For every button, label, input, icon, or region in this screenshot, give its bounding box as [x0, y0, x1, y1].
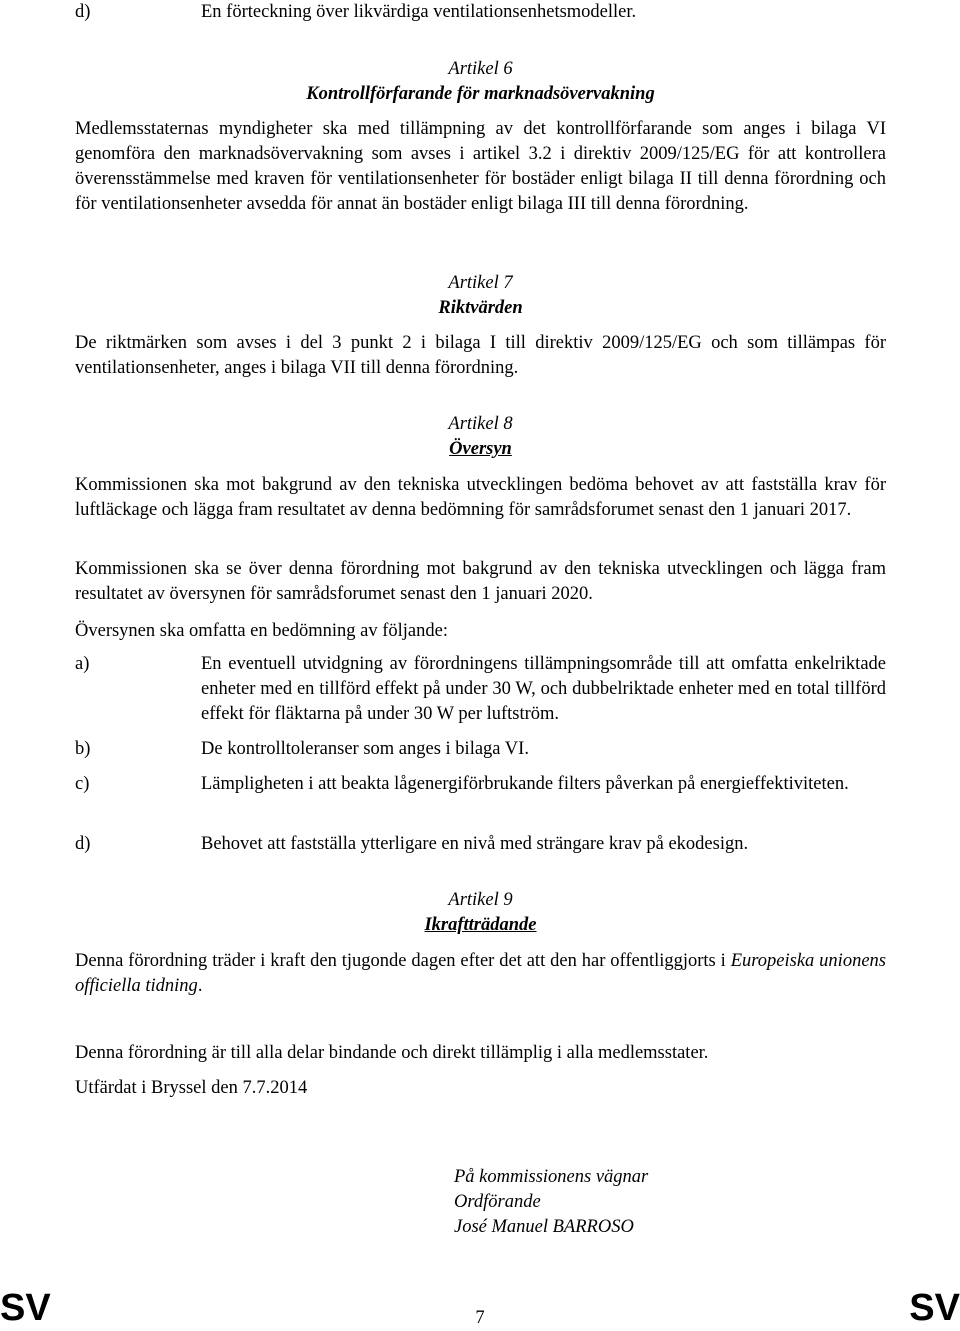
signature-block	[454, 1165, 648, 1240]
list-item-c	[75, 772, 886, 797]
signature-line-1: På kommissionens vägnar	[454, 1167, 649, 1187]
article-8-paragraph-1: Kommissionen ska mot bakgrund av den tekniska utvecklingen bedöma behovet av att fastställa krav för luftläckage och lägga fram resultatet av denna bedömning för samrådsforumet senast den 1 januari 2017.	[75, 475, 886, 520]
article-9-number: Artikel 9	[448, 890, 513, 910]
binding-clause: Denna förordning är till alla delar bindande och direkt tillämplig i alla medlemsstater.	[75, 1043, 709, 1063]
list-item-a	[75, 652, 886, 727]
article-6-heading	[75, 57, 886, 107]
list-item-d-equivalent-models	[75, 0, 886, 25]
article-6-body: Medlemsstaternas myndigheter ska med tillämpning av det kontrollförfarande som anges i bilaga VI genomföra den marknadsövervakning som avses i artikel 3.2 i direktiv 2009/125/EG för att kontrollera överensstämmelse med kraven för ventilationsenheter för bostäder enligt bilaga II till denna förordning och för ventilationsenheter avsedda för annat än bostäder enligt bilaga III till denna förordning.	[75, 119, 886, 214]
article-9-body-end: .	[197, 976, 203, 996]
article-9-heading	[75, 888, 886, 938]
signature-line-3: José Manuel BARROSO	[454, 1217, 634, 1237]
article-9-body-start: Denna förordning träder i kraft den tjugonde dagen efter det att den har offentliggjorts i	[75, 951, 731, 971]
article-9-title: Ikraftträdande	[424, 915, 537, 935]
article-6-title: Kontrollförfarande för marknadsövervakning	[306, 84, 655, 104]
list-item-label: d)	[75, 834, 91, 854]
article-7-number: Artikel 7	[448, 273, 513, 293]
article-8-title: Översyn	[449, 439, 512, 459]
list-item-text: De kontrolltoleranser som anges i bilaga VI.	[201, 739, 529, 759]
signature-line-2: Ordförande	[454, 1192, 541, 1212]
page-number: 7	[475, 1308, 485, 1328]
list-item-label: b)	[75, 739, 91, 759]
article-8-heading	[75, 412, 886, 462]
article-8-paragraph-2: Kommissionen ska se över denna förordning mot bakgrund av den tekniska utvecklingen och lägga fram resultatet av översynen för samrådsforumet senast den 1 januari 2020.	[75, 559, 886, 604]
list-item-b	[75, 737, 886, 762]
footer-language-left: SV	[0, 1287, 51, 1329]
article-9-body	[75, 949, 886, 999]
list-item-label: a)	[75, 654, 90, 674]
article-6-number: Artikel 6	[448, 59, 513, 79]
list-item-label: c)	[75, 774, 90, 794]
article-7-heading	[75, 271, 886, 321]
list-item-text: Behovet att fastställa ytterligare en nivå med strängare krav på ekodesign.	[201, 834, 749, 854]
list-item-d	[75, 832, 886, 857]
article-8-paragraph-3: Översynen ska omfatta en bedömning av följande:	[75, 621, 448, 641]
list-item-text: Lämpligheten i att beakta lågenergiförbrukande filters påverkan på energieffektiviteten.	[201, 774, 849, 794]
article-8-number: Artikel 8	[448, 414, 513, 434]
official-journal-name: Europeiska unionens officiella tidning	[75, 951, 886, 996]
article-7-body: De riktmärken som avses i del 3 punkt 2 i bilaga I till direktiv 2009/125/EG och som tillämpas för ventilationsenheter, anges i bilaga VII till denna förordning.	[75, 333, 886, 378]
article-7-title: Riktvärden	[438, 298, 523, 318]
list-item-label: d)	[75, 2, 91, 22]
footer-language-right: SV	[909, 1287, 960, 1329]
issued-date: Utfärdat i Bryssel den 7.7.2014	[75, 1078, 308, 1098]
list-item-text: En eventuell utvidgning av förordningens tillämpningsområde till att omfatta enkelriktade enheter med en tillförd effekt på under 30 W, och dubbelriktade enheter med en total tillförd effekt för fläktarna på under 30 W per luftström.	[201, 654, 886, 724]
list-item-text: En förteckning över likvärdiga ventilationsenhetsmodeller.	[201, 2, 637, 22]
